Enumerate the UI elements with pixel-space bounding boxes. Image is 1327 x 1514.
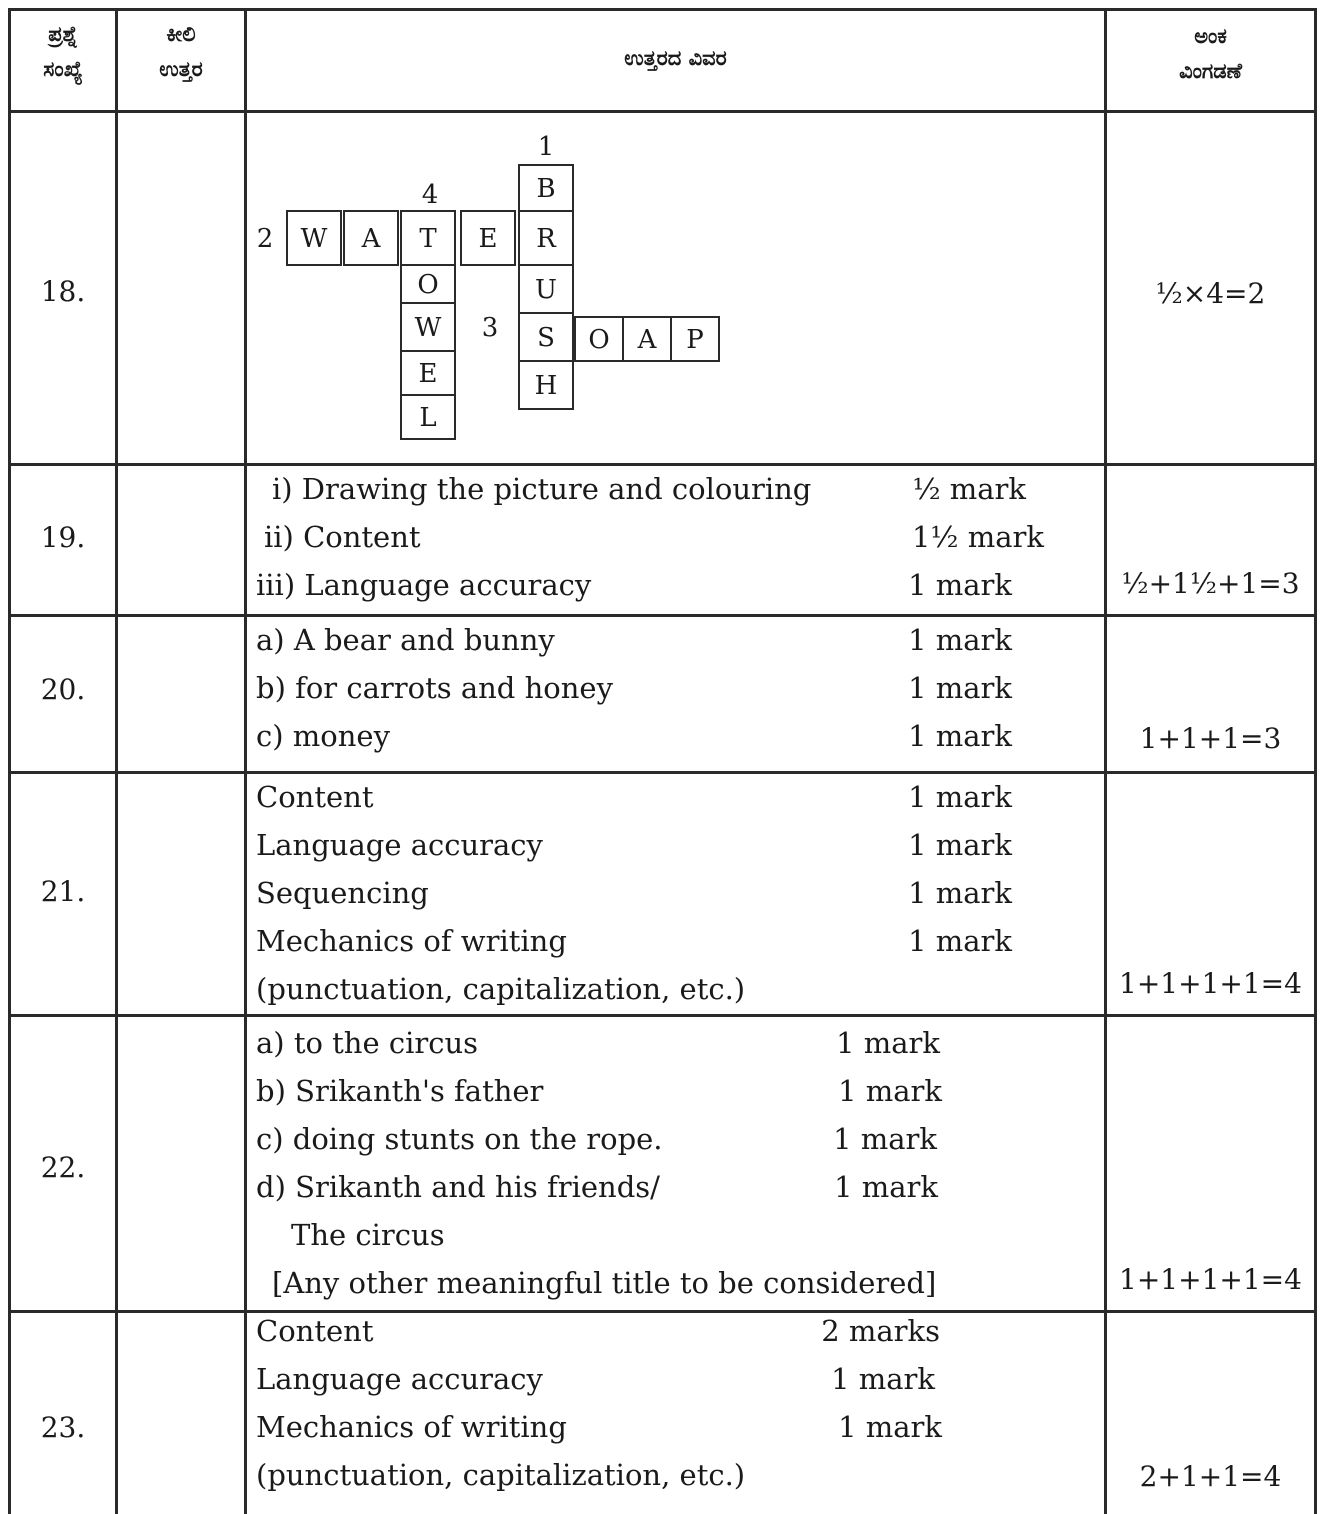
- answer-line: b) for carrots and honey: [256, 671, 613, 705]
- header-text: ಕೀಲಿ: [166, 22, 196, 46]
- answer-line: iii) Language accuracy: [256, 568, 592, 602]
- header-text: ಉತ್ತರ: [159, 57, 203, 81]
- answer-mark: 1 mark: [908, 623, 1012, 657]
- answer-mark: 1 mark: [908, 671, 1012, 705]
- crossword-cell: E: [400, 350, 456, 396]
- row-divider: [8, 1014, 1317, 1017]
- answer-line: (punctuation, capitalization, etc.): [256, 972, 746, 1006]
- answer-line: a) A bear and bunny: [256, 623, 555, 657]
- answer-line: Language accuracy: [256, 1362, 543, 1396]
- crossword-cell: S: [518, 312, 574, 362]
- crossword-cell: E: [460, 210, 516, 266]
- question-number: 21.: [40, 875, 86, 908]
- header-key-answer: [118, 22, 244, 82]
- row-divider: [8, 1310, 1317, 1313]
- crossword-clue-number: 3: [481, 313, 499, 343]
- table-header-divider: [8, 110, 1317, 113]
- answer-line: Language accuracy: [256, 828, 543, 862]
- table-border-top: [8, 8, 1317, 11]
- col-divider: [115, 8, 118, 1514]
- crossword-cell: B: [518, 164, 574, 212]
- header-text: ಪ್ರಶ್ನೆ: [48, 22, 78, 46]
- answer-mark: 1 mark: [908, 828, 1012, 862]
- crossword-cell: U: [518, 264, 574, 314]
- answer-line: Sequencing: [256, 876, 429, 910]
- answer-line: [Any other meaningful title to be considered]: [272, 1266, 937, 1300]
- mark-allocation: 1+1+1+1=4: [1119, 967, 1302, 1000]
- crossword-clue-number: 4: [421, 180, 439, 210]
- question-number: 20.: [40, 673, 86, 706]
- crossword-cell: A: [622, 316, 672, 362]
- col-divider: [244, 8, 247, 1514]
- crossword-cell: A: [343, 210, 399, 266]
- crossword-cell: L: [400, 394, 456, 440]
- row-divider: [8, 463, 1317, 466]
- header-text: ಅಂಕ: [1194, 24, 1227, 48]
- answer-mark: ½ mark: [912, 472, 1026, 506]
- answer-mark: 1 mark: [834, 1170, 938, 1204]
- mark-allocation: 2+1+1=4: [1139, 1460, 1282, 1493]
- answer-line: Content: [256, 780, 374, 814]
- crossword-cell: P: [670, 316, 720, 362]
- answer-line: b) Srikanth's father: [256, 1074, 544, 1108]
- header-answer-detail: ಉತ್ತರದ ವಿವರ: [624, 46, 727, 70]
- answer-line: c) doing stunts on the rope.: [256, 1122, 663, 1156]
- crossword-cell: O: [400, 264, 456, 304]
- mark-allocation: 1+1+1+1=4: [1119, 1263, 1302, 1296]
- crossword-cell: R: [518, 210, 574, 266]
- answer-mark: 1 mark: [831, 1362, 935, 1396]
- answer-line: (punctuation, capitalization, etc.): [256, 1458, 746, 1492]
- answer-mark: 1 mark: [838, 1410, 942, 1444]
- mark-allocation: ½×4=2: [1155, 277, 1266, 310]
- col-divider: [8, 8, 11, 1514]
- question-number: 22.: [40, 1151, 86, 1184]
- answer-mark: 1 mark: [908, 924, 1012, 958]
- answer-line: Content: [256, 1314, 374, 1348]
- header-mark-allocation: [1107, 24, 1314, 84]
- answer-line: i) Drawing the picture and colouring: [272, 472, 812, 506]
- answer-line: d) Srikanth and his friends/: [256, 1170, 660, 1204]
- header-question-number: [11, 22, 115, 82]
- answer-line: The circus: [291, 1218, 445, 1252]
- mark-allocation: ½+1½+1=3: [1121, 567, 1300, 600]
- row-divider: [8, 614, 1317, 617]
- crossword-cell: H: [518, 360, 574, 410]
- crossword-cell: T: [400, 210, 456, 266]
- answer-line: Mechanics of writing: [256, 1410, 567, 1444]
- mark-allocation: 1+1+1=3: [1139, 722, 1282, 755]
- crossword-clue-number: 1: [537, 132, 555, 162]
- answer-mark: 2 marks: [821, 1314, 940, 1348]
- header-text: ವಿಂಗಡಣೆ: [1179, 59, 1242, 83]
- question-number: 19.: [40, 521, 86, 554]
- answer-line: ii) Content: [264, 520, 421, 554]
- answer-mark: 1 mark: [836, 1026, 940, 1060]
- answer-mark: 1 mark: [833, 1122, 937, 1156]
- answer-mark: 1½ mark: [911, 520, 1044, 554]
- answer-mark: 1 mark: [838, 1074, 942, 1108]
- answer-mark: 1 mark: [908, 568, 1012, 602]
- answer-line: c) money: [256, 719, 390, 753]
- row-divider: [8, 771, 1317, 774]
- answer-line: Mechanics of writing: [256, 924, 567, 958]
- crossword-cell: W: [286, 210, 342, 266]
- crossword-cell: O: [574, 316, 624, 362]
- header-text: ಸಂಖ್ಯೆ: [43, 57, 83, 81]
- answer-mark: 1 mark: [908, 876, 1012, 910]
- question-number: 18.: [40, 275, 86, 308]
- answer-mark: 1 mark: [908, 780, 1012, 814]
- question-number: 23.: [40, 1411, 86, 1444]
- crossword-cell: W: [400, 302, 456, 352]
- col-divider: [1314, 8, 1317, 1514]
- answer-line: a) to the circus: [256, 1026, 479, 1060]
- answer-mark: 1 mark: [908, 719, 1012, 753]
- crossword-clue-number: 2: [256, 224, 274, 254]
